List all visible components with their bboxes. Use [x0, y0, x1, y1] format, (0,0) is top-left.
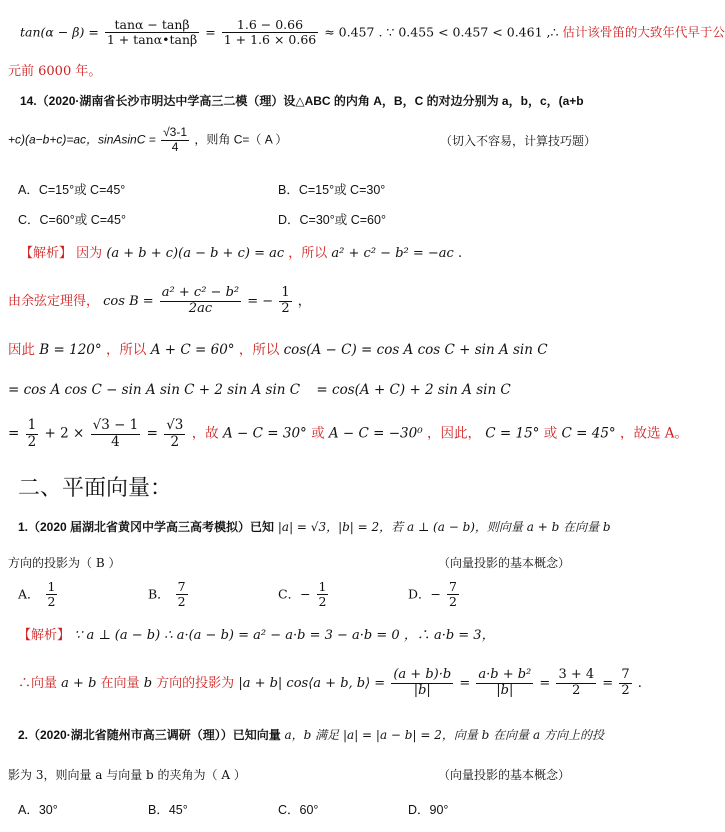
fraction-numerator: 1 — [47, 579, 56, 594]
inequality-text: . ∵ 0.455 < 0.457 < 0.461 ,∴ — [378, 24, 559, 40]
fraction-numerator: √3 − 1 — [92, 417, 139, 433]
step-math: = — [8, 425, 20, 442]
q14-option-a: A．C=15°或 C=45° — [18, 183, 126, 197]
proj-math: b — [143, 675, 153, 691]
cosine-eq: = − — [247, 293, 274, 309]
step-text: 因此 — [8, 342, 35, 358]
q14-step4-line — [8, 382, 511, 398]
fraction-values — [222, 18, 319, 48]
proj-fraction-2 — [476, 668, 533, 699]
fraction-numerator: 1 — [318, 579, 327, 594]
fraction-denominator: 1 + 1.6 × 0.66 — [223, 32, 317, 48]
v1-option-d — [408, 580, 461, 610]
proj-text: ∴向量 — [18, 675, 58, 691]
fraction-denominator: 2 — [281, 300, 290, 316]
step-math: A − C = −30⁰ — [328, 425, 423, 442]
proj-fraction-1 — [391, 668, 453, 699]
cosine-end: ， — [297, 293, 311, 309]
q14-step3-line — [8, 342, 548, 358]
step-text: ，所以 — [238, 342, 280, 358]
option-label: D．− — [408, 586, 441, 602]
conclusion-text: 估计该骨笛的大致年代早于公 — [562, 24, 725, 40]
fraction-numerator: 1.6 − 0.66 — [222, 18, 319, 33]
step-math: = — [146, 425, 158, 442]
step-text: 或 — [543, 425, 558, 442]
step-math: C = 45° — [561, 425, 616, 442]
v1-stem-line-1 — [18, 520, 611, 534]
step-math: B = 120° — [39, 342, 102, 358]
jiexi-tag: 【解析】 — [18, 628, 71, 643]
fraction-denominator: 1 + tanα•tanβ — [106, 32, 198, 48]
cosine-lhs: cos B = — [103, 293, 154, 309]
proj-fraction-3 — [556, 668, 596, 699]
fraction-numerator: 7 — [177, 579, 186, 594]
fraction-denominator: 4 — [111, 433, 120, 450]
fraction-numerator: (a + b)·b — [393, 667, 452, 682]
fraction-sqrt3-over-2 — [164, 418, 185, 450]
v1-stem-line-2: 方向的投影为（ B ） — [8, 556, 121, 570]
v2-option-c: C．60° — [278, 803, 319, 817]
q14-fraction — [161, 126, 189, 155]
v2-stem-math: a，b 满足 |a| = |a − b| = 2，向量 b 在向量 a 方向上的投 — [284, 728, 604, 742]
option-label: A． — [18, 586, 40, 602]
step-math: C = 15° — [485, 425, 540, 442]
step-math: = cos A cos C − sin A sin C + 2 sin A sin C — [8, 382, 301, 398]
jiexi-text: ，所以 — [288, 246, 328, 261]
fraction-numerator: √3 — [166, 417, 184, 433]
approx-value: ≈ 0.457 — [324, 24, 375, 40]
jiexi-math: ∵ a ⊥ (a − b) ∴ a·(a − b) = a² − a·b = 3 − a·b = 0 — [74, 628, 400, 643]
v1-jiexi-line — [18, 628, 495, 644]
fraction-denominator: 4 — [171, 139, 179, 154]
fraction-numerator: 7 — [448, 579, 457, 594]
cosine-intro: 由余弦定理得， — [8, 293, 100, 309]
q14-tip: （切入不容易，计算技巧题） — [440, 134, 597, 148]
section-title: 二、平面向量： — [18, 476, 173, 501]
v1-tip: （向量投影的基本概念） — [438, 556, 571, 570]
q14-stem-line-1 — [20, 94, 584, 108]
fraction-denominator: 2 — [318, 594, 327, 610]
v1-projection-line: ∴向量 a + b 在向量 b 方向的投影为 |a + b| cos⟨a + b, b⟩ = $\frac{(a + b)\cdot b}{|b|}$ = $\frac{\text{a·b + b²}}{|b|}$ = $\frac{3 + 4}{2}$ = $\frac{7}{2}$ . — [18, 667, 642, 698]
v1-option-b — [148, 580, 190, 610]
q14-option-b: B．C=15°或 C=30° — [278, 183, 386, 197]
jiexi-math: a² + c² − b² = −ac — [331, 246, 454, 261]
proj-text: 在向量 — [100, 675, 140, 691]
tan-lhs: tan(α − β) = — [20, 24, 99, 40]
v2-stem-text: 2.（2020·湖北省随州市高三调研（理））已知向量 — [18, 728, 281, 742]
step-math: = cos(A + C) + 2 sin A sin C — [316, 382, 511, 398]
fraction-sqrt3-minus-1 — [91, 418, 141, 450]
conclusion-line-2: 元前 6000 年。 — [8, 64, 102, 79]
q14-stem-text: 14.（2020·湖南省长沙市明达中学高三二模（理）设△ABC 的内角 A，B，C 的对边分别为 a，b，c，(a+b — [20, 94, 584, 108]
q14-stem-pre: +c)(a−b+c)=ac，sinAsinC = — [8, 132, 156, 147]
fraction-numerator: 1 — [27, 417, 37, 433]
proj-text: 方向的投影为 — [156, 675, 235, 691]
step-text: ，故选 A。 — [619, 425, 688, 442]
q14-option-c: C．C=60°或 C=45° — [18, 213, 126, 227]
fraction-denominator: 2 — [448, 594, 457, 610]
step-math: + 2 × — [44, 425, 85, 442]
v1-option-a — [18, 580, 59, 610]
jiexi-math: (a + b + c)(a − b + c) = ac — [106, 246, 285, 261]
proj-math: |a + b| cos⟨a + b, b⟩ = — [238, 675, 386, 691]
fraction-denominator: |b| — [496, 682, 514, 698]
v1-stem-math: |a| = √3，|b| = 2，若 a ⊥ (a − b)，则向量 a + b 在向量 b — [277, 520, 611, 534]
q14-cosine-line — [8, 286, 311, 317]
step-math: cos(A − C) = cos A cos C + sin A sin C — [283, 342, 548, 358]
fraction-numerator: 7 — [621, 667, 630, 682]
v1-option-c — [278, 580, 330, 610]
fraction-half — [26, 418, 39, 450]
step-text: 或 — [311, 425, 325, 442]
q14-step5-line — [8, 418, 688, 450]
q14-stem-line-2 — [8, 126, 287, 155]
cosine-result-fraction — [279, 286, 291, 317]
q14-jiexi-line-1 — [20, 246, 462, 262]
fraction-numerator: √3-1 — [163, 125, 188, 139]
top-formula-line: tan(α − β) = $\frac{\tan\alpha - \tan\beta}{1 + \tan\alpha•\tan\beta}$ = $\frac{1.6 - 0.66}{1 + 1.6 \times 0.66}$ ≈ 0.457 . ∵ 0.455 < 0.457 < 0.461 ,∴ 估计该骨笛的大致年代早于公 — [20, 17, 725, 48]
fraction-denominator: 2 — [47, 594, 56, 610]
v2-option-d: D．90° — [408, 803, 449, 817]
jiexi-tag: 【解析】 — [20, 246, 73, 261]
fraction-denominator: 2 — [27, 433, 37, 450]
fraction-denominator: 2ac — [188, 300, 213, 316]
fraction-numerator: 1 — [281, 285, 290, 300]
step-text: ，因此， — [426, 425, 481, 442]
jiexi-punct: . — [457, 246, 463, 261]
jiexi-math: ，∴ a·b = 3， — [403, 628, 495, 643]
cosine-fraction — [160, 286, 241, 317]
step-math: A − C = 30° — [222, 425, 307, 442]
step-text: ，故 — [191, 425, 219, 442]
fraction-denominator: 2 — [170, 433, 180, 450]
proj-math: a + b — [61, 675, 97, 691]
step-text: ，所以 — [105, 342, 147, 358]
option-label: C．− — [278, 586, 311, 602]
q14-stem-post: ，则角 C=（ A ） — [194, 132, 288, 147]
proj-fraction-4 — [619, 668, 631, 699]
v2-stem-line-2: 影为 3，则向量 a 与向量 b 的夹角为（ A ） — [8, 768, 246, 782]
fraction-denominator: 2 — [177, 594, 186, 610]
v1-stem-text: 1.（2020 届湖北省黄冈中学高三高考模拟）已知 — [18, 520, 275, 534]
v2-stem-line-1 — [18, 728, 604, 742]
option-label: B． — [148, 586, 170, 602]
fraction-numerator: a·b + b² — [478, 667, 532, 682]
step-math: A + C = 60° — [150, 342, 235, 358]
fraction-denominator: |b| — [413, 682, 431, 698]
v2-option-b: B．45° — [148, 803, 188, 817]
fraction-numerator: tanα − tanβ — [105, 18, 199, 33]
fraction-denominator: 2 — [572, 682, 581, 698]
fraction-numerator: a² + c² − b² — [161, 285, 240, 300]
fraction-denominator: 2 — [621, 682, 630, 698]
jiexi-text: 因为 — [76, 246, 103, 261]
fraction-numerator: 3 + 4 — [558, 667, 595, 682]
fraction-tan — [105, 18, 199, 48]
v2-tip: （向量投影的基本概念） — [438, 768, 571, 782]
q14-option-d: D．C=30°或 C=60° — [278, 213, 386, 227]
v2-option-a: A．30° — [18, 803, 58, 817]
proj-end: . — [637, 675, 642, 691]
